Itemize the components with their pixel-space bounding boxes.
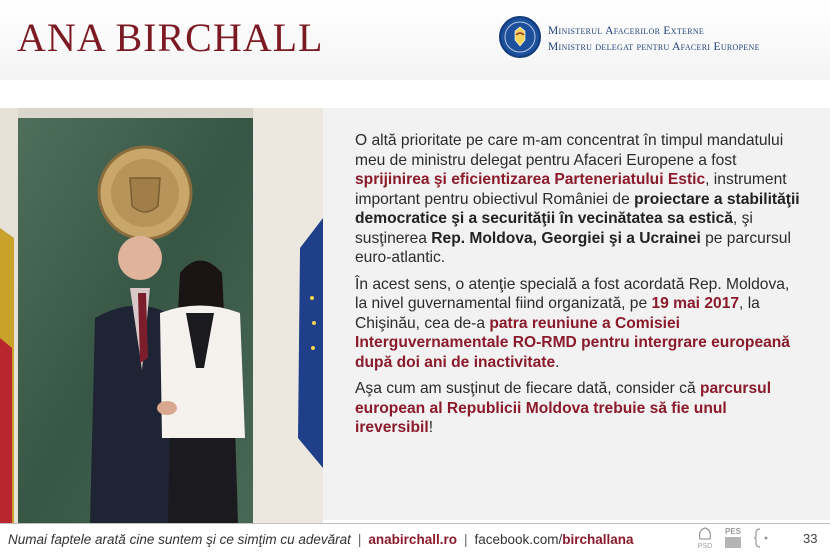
- text-run: , la Chişinău, cea de-a: [355, 295, 760, 332]
- website-link[interactable]: anabirchall.ro: [368, 532, 457, 547]
- footer-bar: [0, 523, 830, 554]
- bracket-logo-icon: [752, 527, 774, 549]
- text-run: Aşa cum am susţinut de fiecare dată, consider că: [355, 380, 700, 397]
- paragraph-conclusion: [355, 379, 800, 438]
- footer-separator: |: [357, 532, 362, 547]
- government-seal-icon: [499, 16, 541, 58]
- footer-separator: |: [463, 532, 468, 547]
- pes-logo-label: PES: [724, 527, 741, 536]
- facebook-user: birchallana: [562, 532, 634, 547]
- highlight-inactivity: după doi ani de inactivitate: [355, 353, 556, 371]
- highlight-eastern-partnership: sprijinirea şi eficientizarea Parteneriatului Estic: [355, 171, 706, 188]
- highlight-date: 19 mai 2017: [651, 295, 740, 312]
- footer-slogan: Numai faptele arată cine suntem şi ce simţim cu adevărat: [8, 532, 351, 547]
- text-run: .: [555, 353, 560, 371]
- text-run: !: [428, 419, 434, 436]
- psd-logo-icon: [694, 527, 716, 549]
- page-number: 33: [803, 531, 818, 546]
- paragraph-moldova-commission: [355, 275, 800, 373]
- psd-logo-label: PSD: [697, 543, 713, 550]
- highlight-commission: patra reuniune a Comisiei Interguvernamentale RO-RMD pentru intergrare europeană: [355, 314, 790, 351]
- text-run: O altă prioritate pe care m-am concentrat în timpul mandatului meu de ministru delegat pentru Afaceri Europene a fost: [355, 132, 784, 169]
- ministry-name: Ministerul Afacerilor Externe: [548, 25, 705, 37]
- paragraph-eastern-partnership: [355, 131, 800, 268]
- highlight-stability: proiectare a stabilităţii democratice şi a securităţii în vecinătatea sa estică: [355, 190, 800, 227]
- text-run: În acest sens, o atenţie specială a fost acordată Rep. Moldova, la nivel guvernamental fiind organizată, pe: [355, 275, 790, 312]
- highlight-irreversible: parcursul european al Republicii Moldova trebuie să fie unul ireversibil: [355, 380, 772, 436]
- pes-logo-icon: [722, 527, 744, 549]
- footer-text: [8, 532, 634, 547]
- text-run: pe parcursul euro-atlantic.: [355, 229, 791, 266]
- text-run: , şi susţinerea: [355, 210, 753, 247]
- text-run: , instrument important pentru obiectivul României de: [355, 171, 787, 208]
- highlight-countries: Rep. Moldova, Georgiei şi a Ucrainei: [431, 229, 701, 247]
- brand-title: ANA BIRCHALL: [17, 15, 324, 60]
- body-text: [355, 131, 800, 445]
- facebook-prefix: facebook.com/: [474, 532, 563, 547]
- header-bar: [0, 0, 830, 80]
- meeting-photo: [0, 108, 323, 523]
- ministry-role: Ministru delegat pentru Afaceri Europene: [548, 41, 760, 53]
- facebook-link[interactable]: [474, 532, 633, 547]
